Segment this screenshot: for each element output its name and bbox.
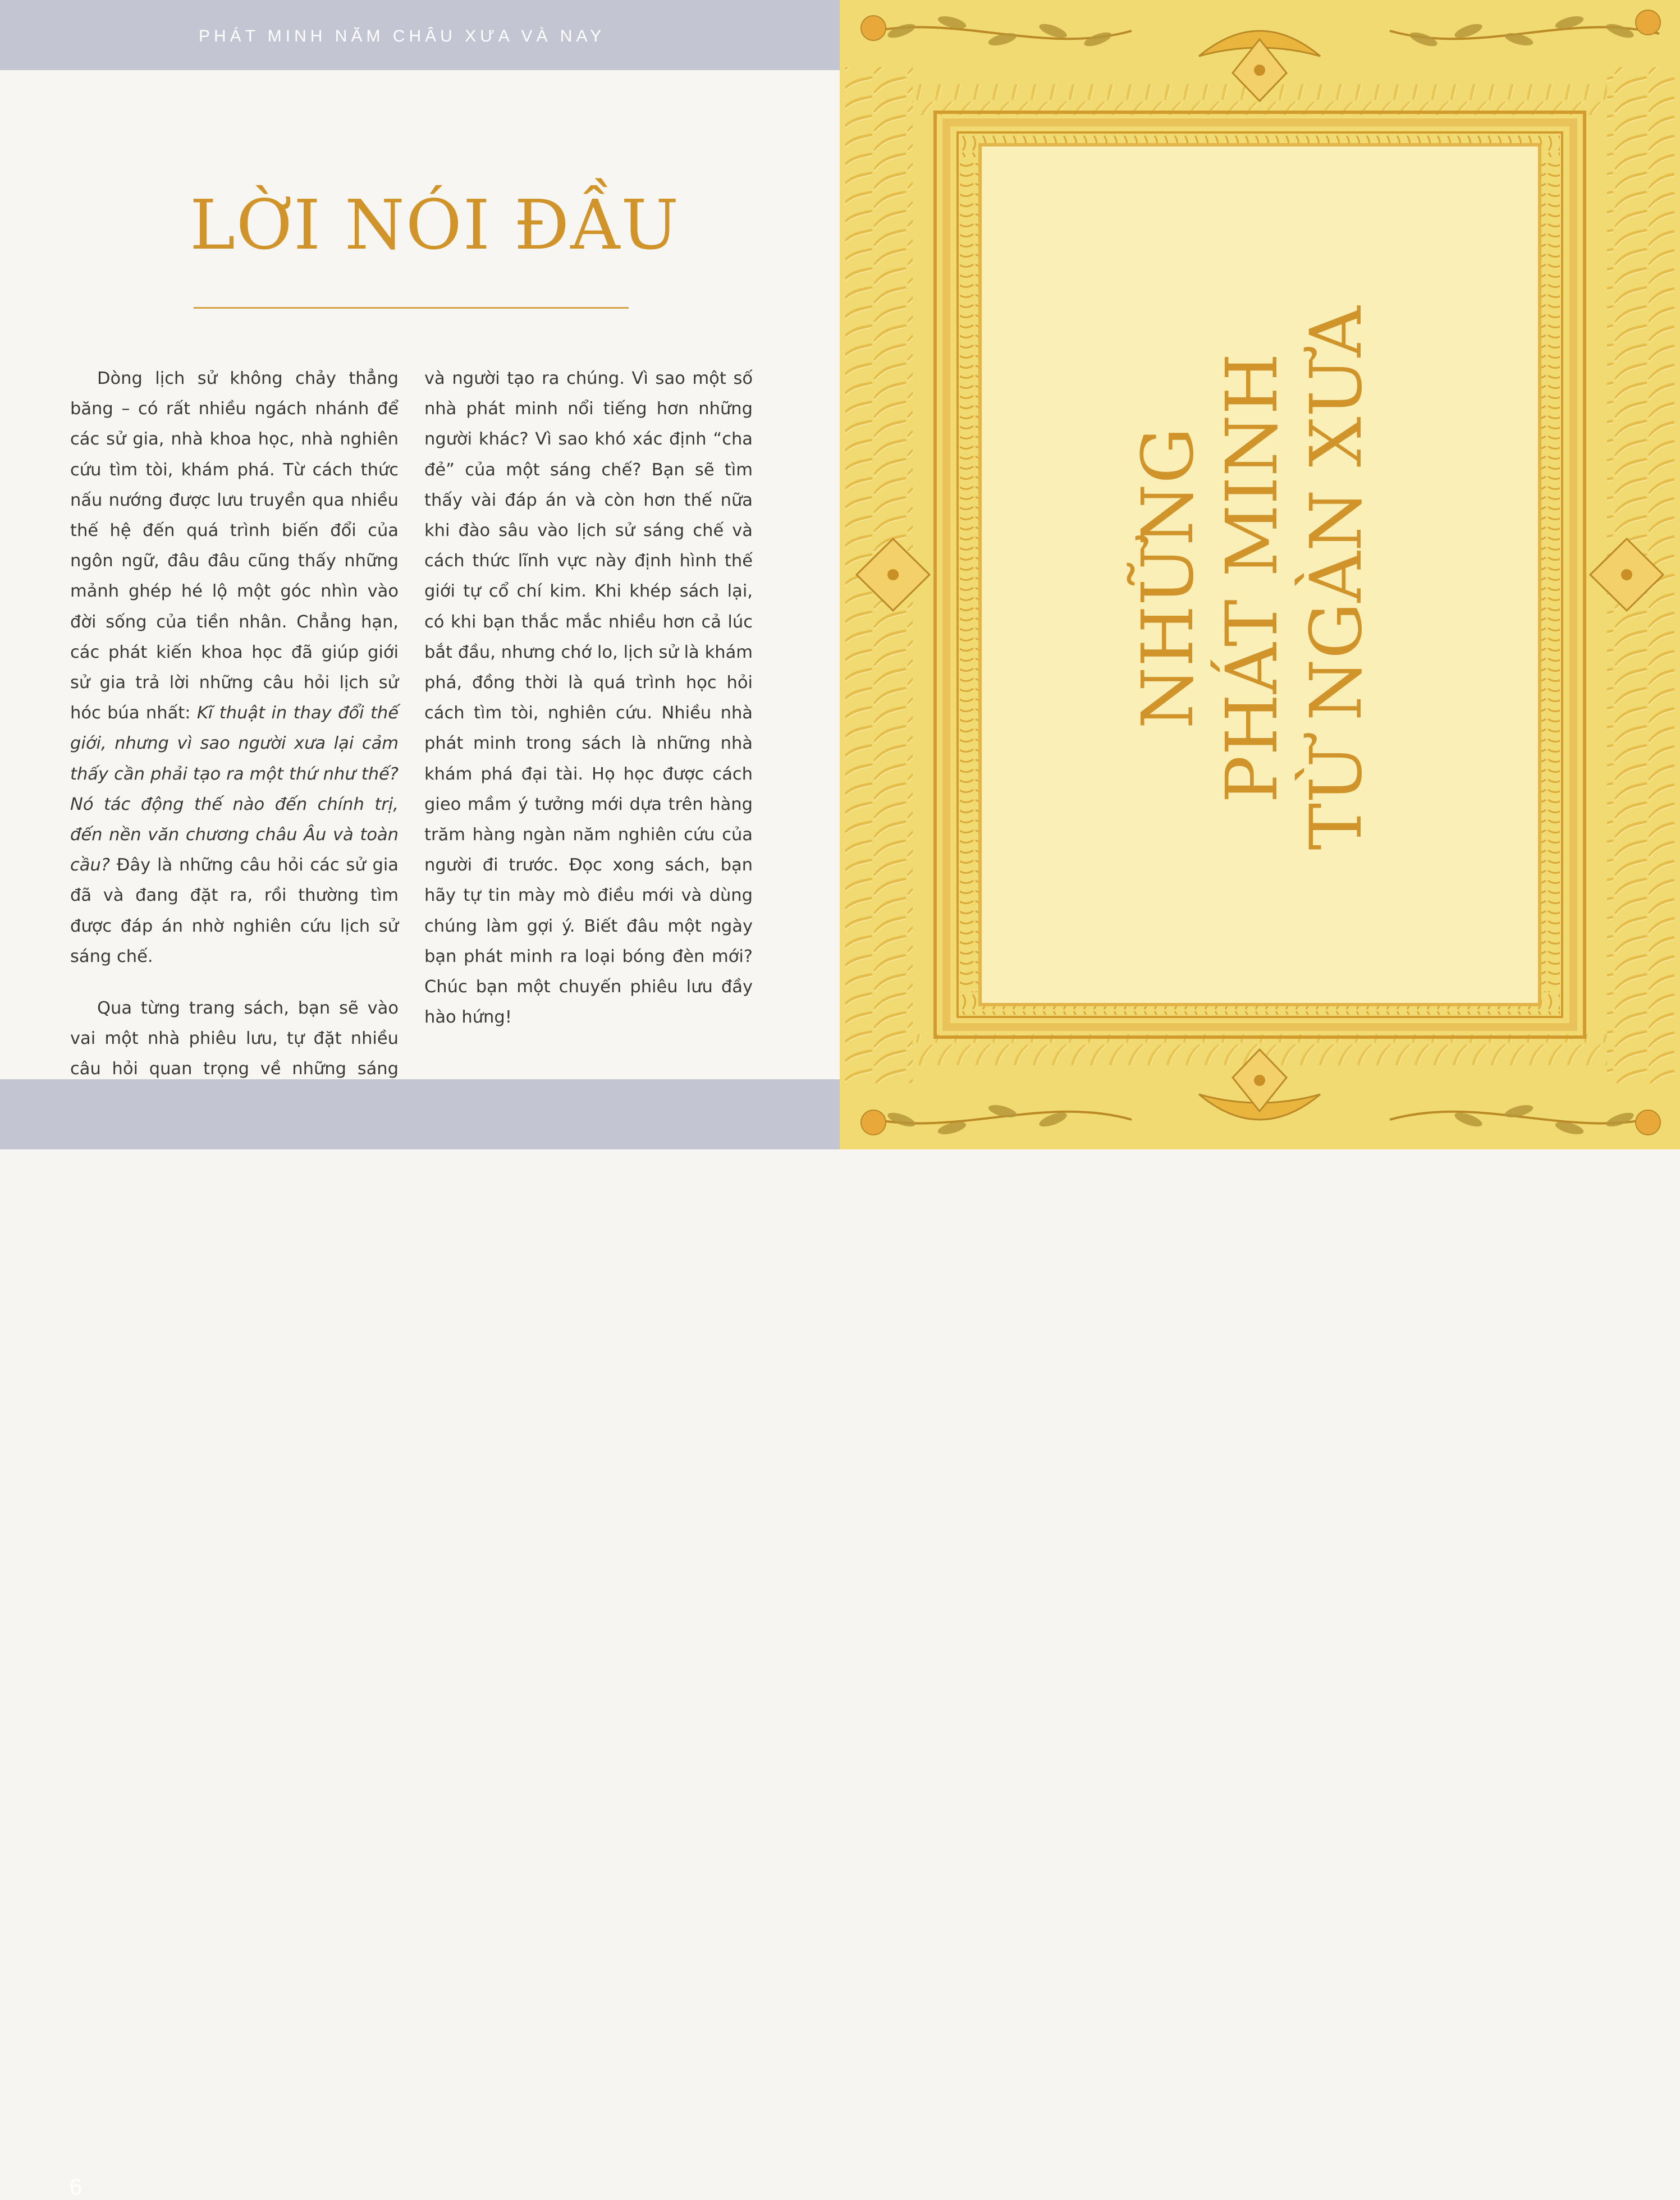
section-title-line-1: NHỮNG <box>1127 427 1209 729</box>
paragraph-1-text-a: Dòng lịch sử không chảy thẳng băng – có rất nhiều ngách nhánh để các sử gia, nhà khoa học, nhà nghiên cứu tìm tòi, khám phá. Từ cách thức nấu nướng được lưu truyền qua nhiều thế hệ đến quá trình biến đổi của ngôn ngữ, đâu đâu cũng thấy những mảnh ghép hé lộ một góc nhìn vào đời sống của tiền nhân. Chẳng hạn, các phát kiến khoa học đã giúp giới sử gia trả lời những câu hỏi lịch sử hóc búa nhất: <box>70 369 399 723</box>
paragraph-1-text-b: Đây là những câu hỏi các sử gia đã và đang đặt ra, rồi thường tìm được đáp án nhờ nghiên cứu lịch sử sáng chế. <box>70 855 399 966</box>
text-column-left <box>70 364 399 1115</box>
paragraph-3: và người tạo ra chúng. Vì sao một số nhà phát minh nổi tiếng hơn những người khác? Vì sao khó xác định “cha đẻ” của một sáng chế? Bạn sẽ tìm thấy vài đáp án và còn hơn thế nữa khi đào sâu vào lịch sử sáng chế và cách thức lĩnh vực này định hình thế giới tự cổ chí kim. Khi khép sách lại, có khi bạn thắc mắc nhiều hơn cả lúc bắt đầu, nhưng chớ lo, lịch sử là khám phá, đồng thời là quá trình học hỏi cách tìm tòi, nghiên cứu. Nhiều nhà phát minh trong sách là những nhà khám phá đại tài. Họ học được cách gieo mầm ý tưởng mới dựa trên hàng trăm hàng ngàn năm nghiên cứu của người đi trước. Đọc xong sách, bạn hãy tự tin mày mò điều mới và dùng chúng làm gợi ý. Biết đâu một ngày bạn phát minh ra loại bóng đèn mới? Chúc bạn một chuyến phiêu lưu đầy hào hứng! <box>424 369 753 1028</box>
section-title-line-3: TỪ NGÀN XƯA <box>1295 306 1377 850</box>
footer-band <box>0 1079 840 2199</box>
paragraph-2: Qua từng trang sách, bạn sẽ vào vai một nhà phiêu lưu, tự đặt nhiều câu hỏi quan trọng về những sáng <box>70 998 399 1079</box>
page-number: 6 <box>70 2175 83 2199</box>
running-head: PHÁT MINH NĂM CHÂU XƯA VÀ NAY <box>199 27 606 45</box>
right-page <box>840 0 1680 1149</box>
page-title: LỜI NÓI ĐẦU <box>190 185 680 265</box>
text-column-right <box>424 364 753 1033</box>
section-title-line-2: PHÁT MINH <box>1211 353 1293 803</box>
paragraph-1 <box>70 364 399 972</box>
paragraph-1-italic-questions: Kĩ thuật in thay đổi thế giới, nhưng vì sao người xưa lại cảm thấy cần phải tạo ra một thứ như thế? Nó tác động thế nào đến chính trị, đến nền văn chương châu Âu và toàn cầu? <box>70 703 399 876</box>
section-title-vertical <box>1126 241 1379 915</box>
header-band <box>0 0 840 70</box>
left-page <box>0 0 840 2199</box>
title-divider <box>194 307 629 309</box>
